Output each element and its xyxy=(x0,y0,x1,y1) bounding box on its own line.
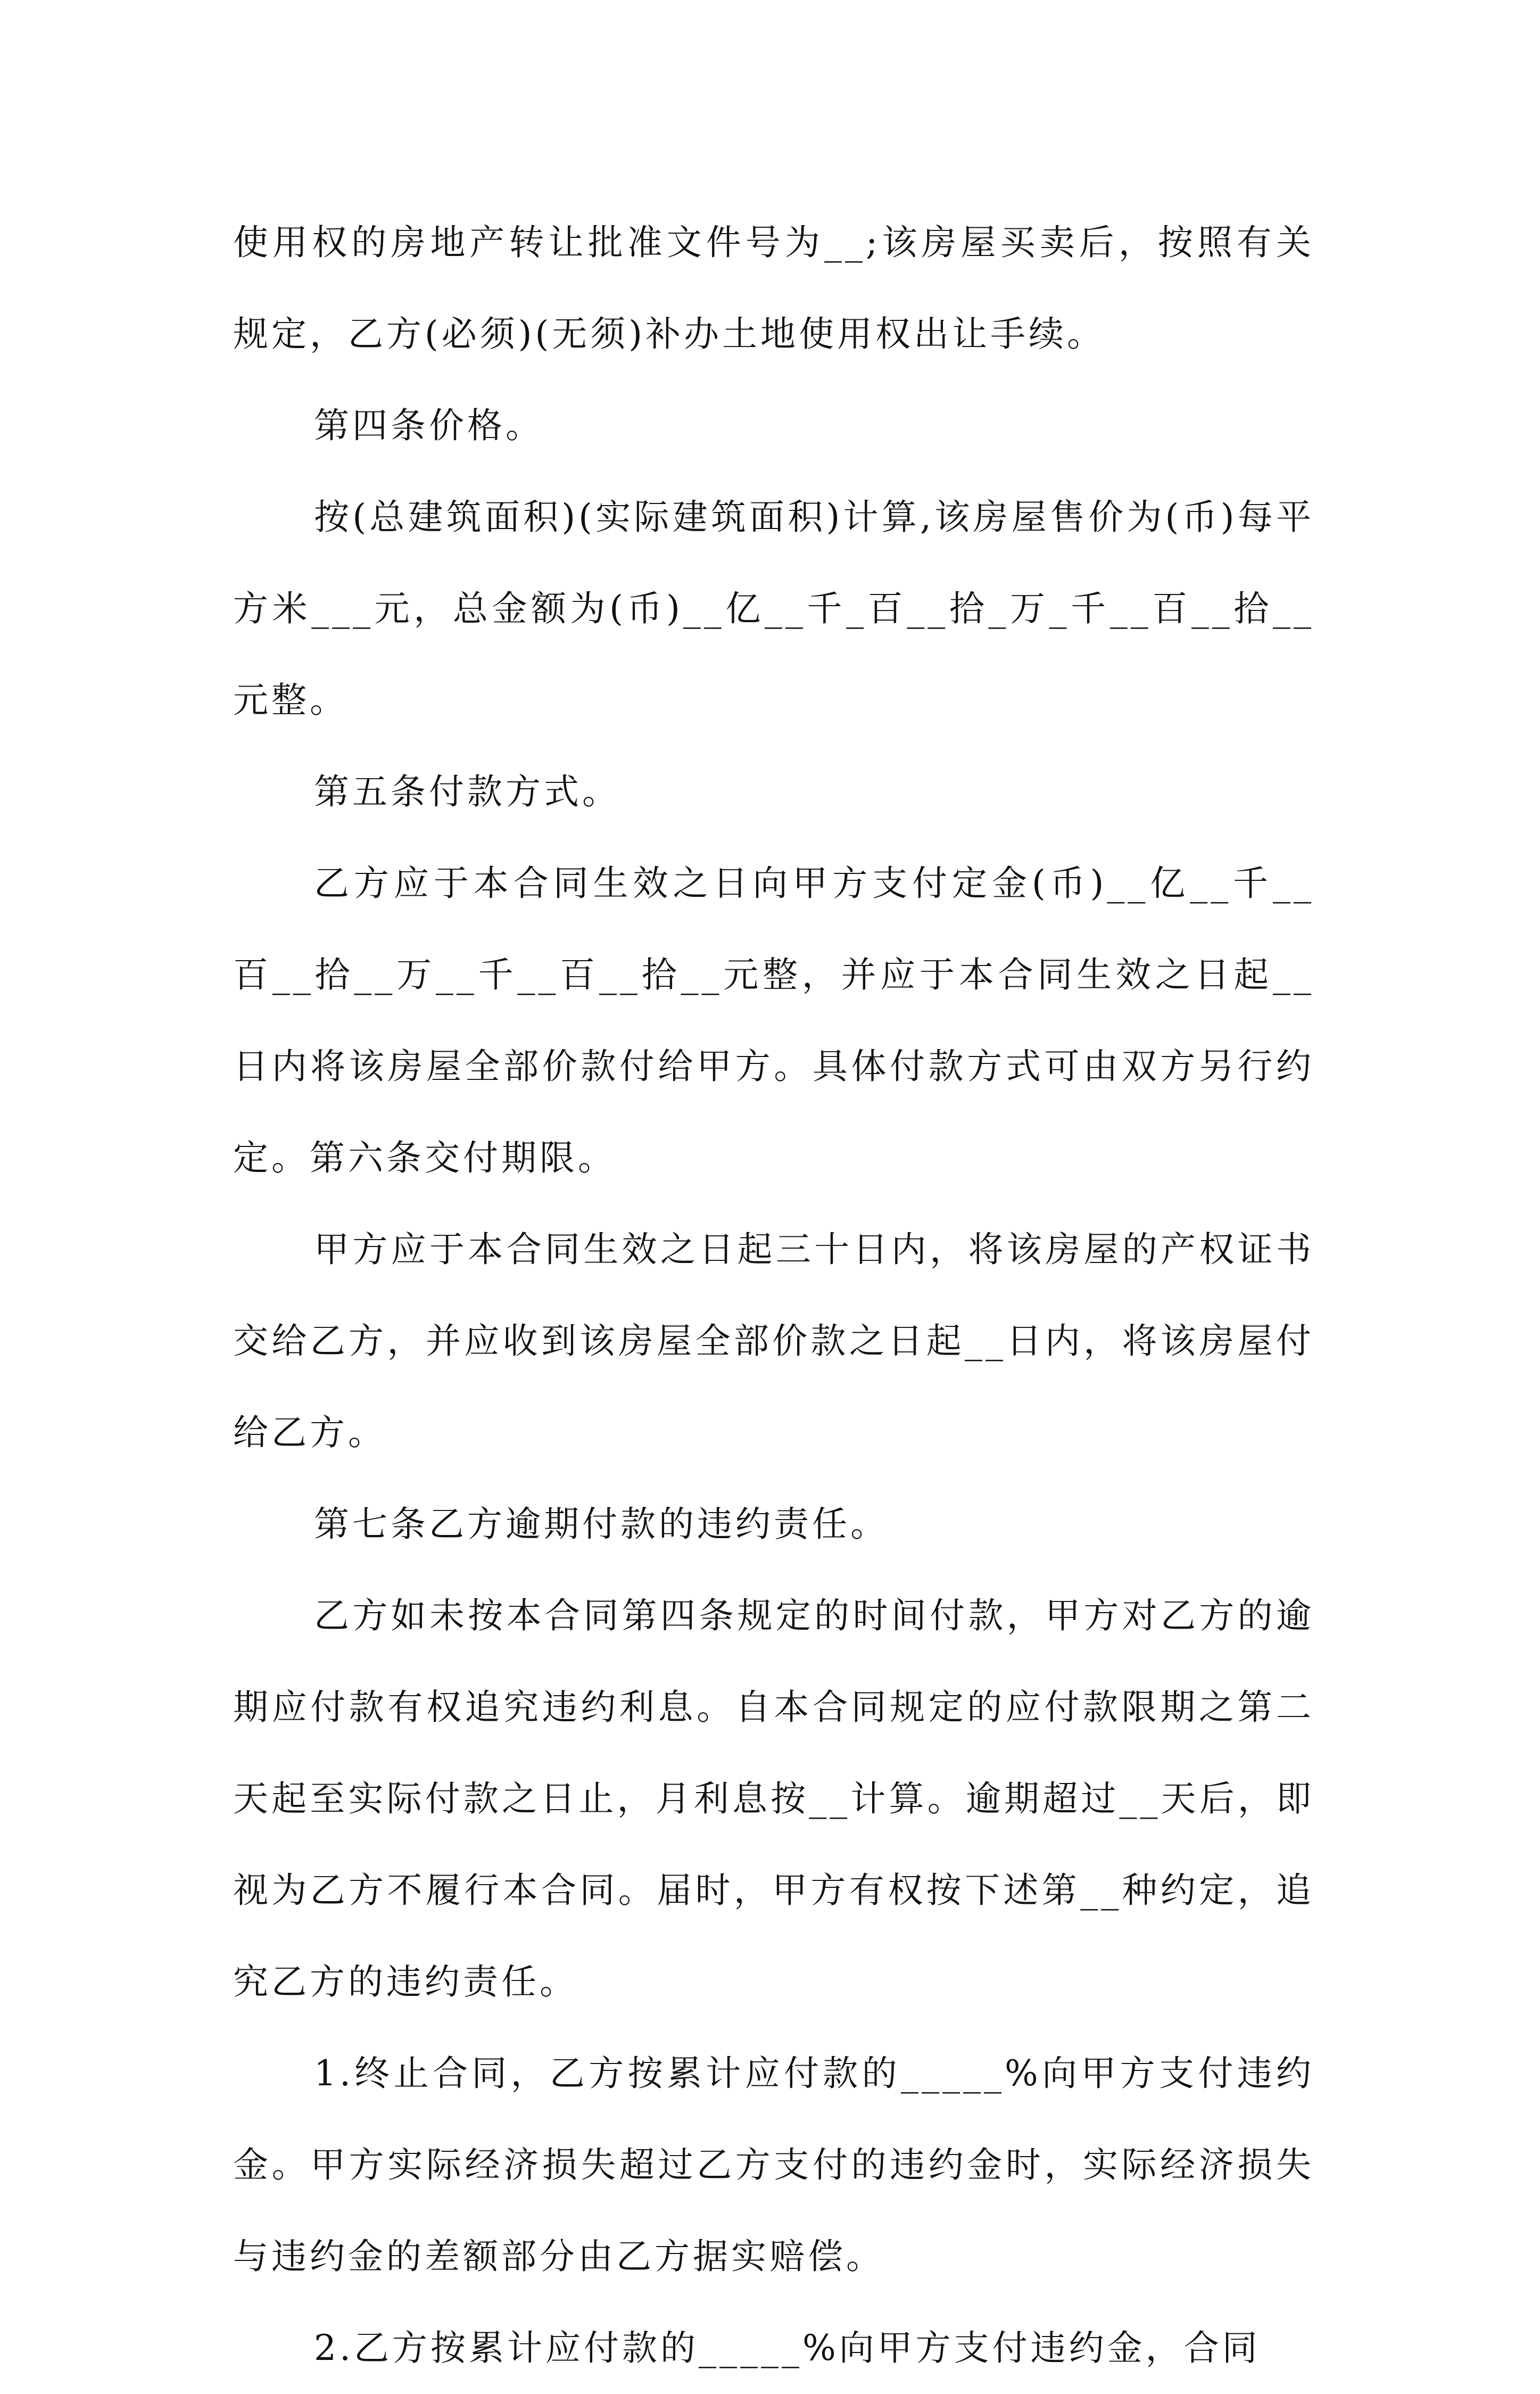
heading-article-5-payment: 第五条付款方式。 xyxy=(314,771,620,812)
paragraph-price-terms: 按(总建筑面积)(实际建筑面积)计算,该房屋售价为(币)每平方米___元，总金额为(币)__亿__千_百__拾_万_千__百__拾__元整。 xyxy=(233,497,1314,721)
contract-body xyxy=(233,197,1314,2394)
paragraph-land-use-rights: 使用权的房地产转让批准文件号为__;该房屋买卖后，按照有关规定，乙方(必须)(无须)补办土地使用权出让手续。 xyxy=(233,222,1314,354)
paragraph-option-1: 1.终止合同，乙方按累计应付款的_____%向甲方支付违约金。甲方实际经济损失超过乙方支付的违约金时，实际经济损失与违约金的差额部分由乙方据实赔偿。 xyxy=(233,2053,1314,2277)
paragraph-payment-terms: 乙方应于本合同生效之日向甲方支付定金(币)__亿__千__百__拾__万__千__百__拾__元整，并应于本合同生效之日起__日内将该房屋全部价款付给甲方。具体付款方式可由双方另行约定。第六条交付期限。 xyxy=(233,863,1314,1178)
paragraph-delivery-terms: 甲方应于本合同生效之日起三十日内，将该房屋的产权证书交给乙方，并应收到该房屋全部价款之日起__日内，将该房屋付给乙方。 xyxy=(233,1229,1314,1453)
paragraph-option-2: 2.乙方按累计应付款的_____%向甲方支付违约金，合同 xyxy=(314,2327,1261,2368)
heading-article-7-late-payment: 第七条乙方逾期付款的违约责任。 xyxy=(314,1504,889,1545)
heading-article-4-price: 第四条价格。 xyxy=(314,405,544,446)
paragraph-late-payment-terms: 乙方如未按本合同第四条规定的时间付款，甲方对乙方的逾期应付款有权追究违约利息。自本合同规定的应付款限期之第二天起至实际付款之日止，月利息按__计算。逾期超过__天后，即视为乙方不履行本合同。届时，甲方有权按下述第__种约定，追究乙方的违约责任。 xyxy=(233,1595,1314,2002)
